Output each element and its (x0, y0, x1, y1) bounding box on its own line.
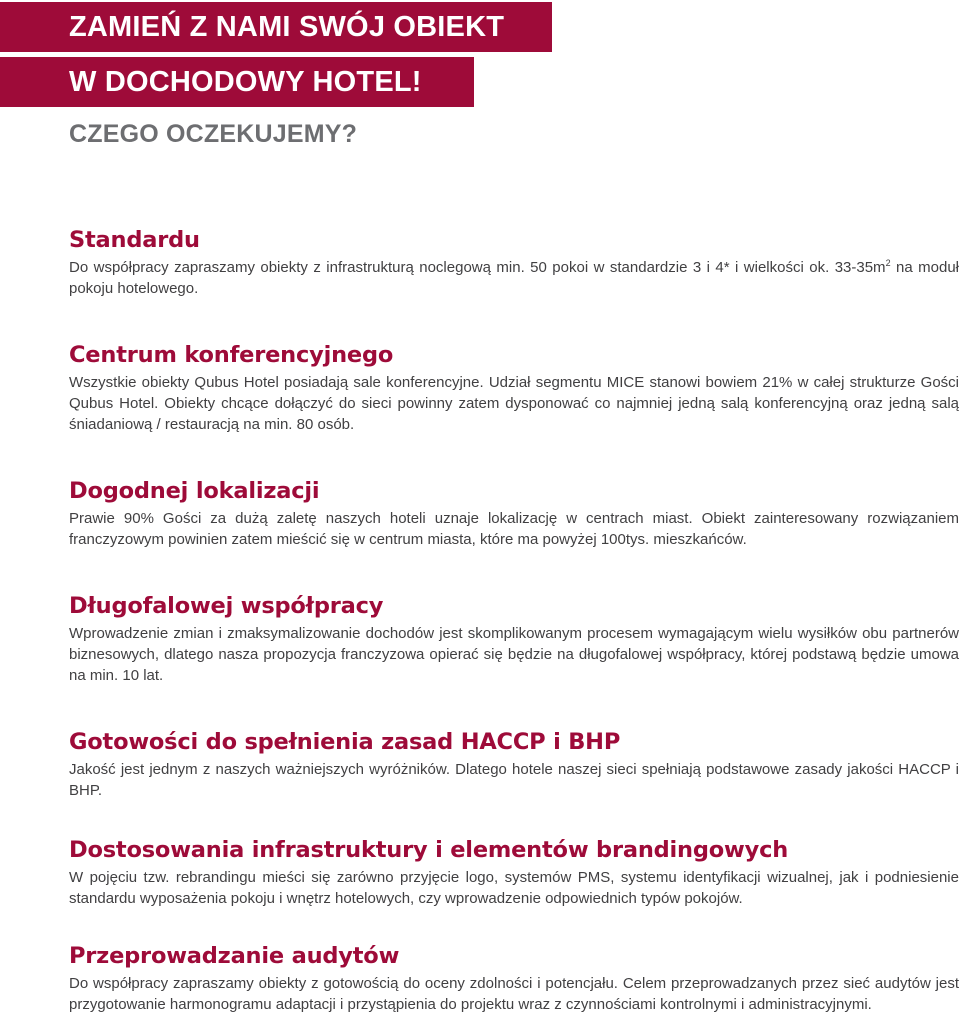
section-heading: Centrum konferencyjnego (69, 342, 394, 368)
section-location (69, 478, 959, 550)
section-heading: Dostosowania infrastruktury i elementów brandingowych (69, 837, 789, 863)
section-heading: Długofalowej współpracy (69, 593, 384, 619)
section-standard (69, 227, 959, 299)
subtitle: CZEGO OCZEKUJEMY? (69, 120, 358, 148)
section-audits (69, 943, 959, 1015)
section-body: W pojęciu tzw. rebrandingu mieści się zarówno przyjęcie logo, systemów PMS, systemu identyfikacji wizualnej, jak i podniesienie standardu wyposażenia pokoju i wnętrz hotelowych, czy wprowadzenie odpowiednich typów pokojów. (69, 869, 959, 907)
section-body: Wszystkie obiekty Qubus Hotel posiadają sale konferencyjne. Udział segmentu MICE stanowi bowiem 21% w całej strukturze Gości Qubus Hotel. Obiekty chcące dołączyć do sieci powinny zatem dysponować co najmniej jedną salą konferencyjną oraz jedną salą śniadaniową / restauracją na min. 80 osób. (69, 374, 959, 433)
section-body: Jakość jest jednym z naszych ważniejszych wyróżników. Dlatego hotele naszej sieci spełniają podstawowe zasady jakości HACCP i BHP. (69, 761, 959, 799)
section-heading: Przeprowadzanie audytów (69, 943, 400, 969)
section-body: Do współpracy zapraszamy obiekty z infrastrukturą noclegową min. 50 pokoi w standardzie 3 i 4* i wielkości ok. $33-35m^2$ na moduł pokoju hotelowego. (69, 258, 959, 297)
title-banner-line-2: W DOCHODOWY HOTEL! (0, 57, 474, 107)
section-body: Wprowadzenie zmian i zmaksymalizowanie dochodów jest skomplikowanym procesem wymagającym wielu wysiłków obu partnerów biznesowych, dlatego nasza propozycja franczyzowa opierać się będzie na długofalowej współpracy, której podstawą będzie umowa na min. 10 lat. (69, 625, 959, 684)
section-heading: Dogodnej lokalizacji (69, 478, 320, 504)
section-heading: Standardu (69, 227, 200, 253)
section-heading: Gotowości do spełnienia zasad HACCP i BHP (69, 729, 621, 755)
section-long-term-cooperation (69, 593, 959, 686)
section-branding (69, 837, 959, 909)
section-body: Prawie 90% Gości za dużą zaletę naszych hoteli uznaje lokalizację w centrach miast. Obiekt zainteresowany rozwiązaniem franczyzowym powinien zatem mieścić się w centrum miasta, które ma powyżej 100tys. mieszkańców. (69, 510, 959, 548)
title-banner-line-1: ZAMIEŃ Z NAMI SWÓJ OBIEKT (0, 2, 552, 52)
section-haccp-bhp (69, 729, 959, 801)
section-body: Do współpracy zapraszamy obiekty z gotowością do oceny zdolności i potencjału. Celem przeprowadzanych przez sieć audytów jest przygotowanie harmonogramu adaptacji i przystąpienia do projektu wraz z czynnościami kontrolnymi i administracyjnymi. (69, 975, 959, 1013)
section-conference-center (69, 342, 959, 435)
